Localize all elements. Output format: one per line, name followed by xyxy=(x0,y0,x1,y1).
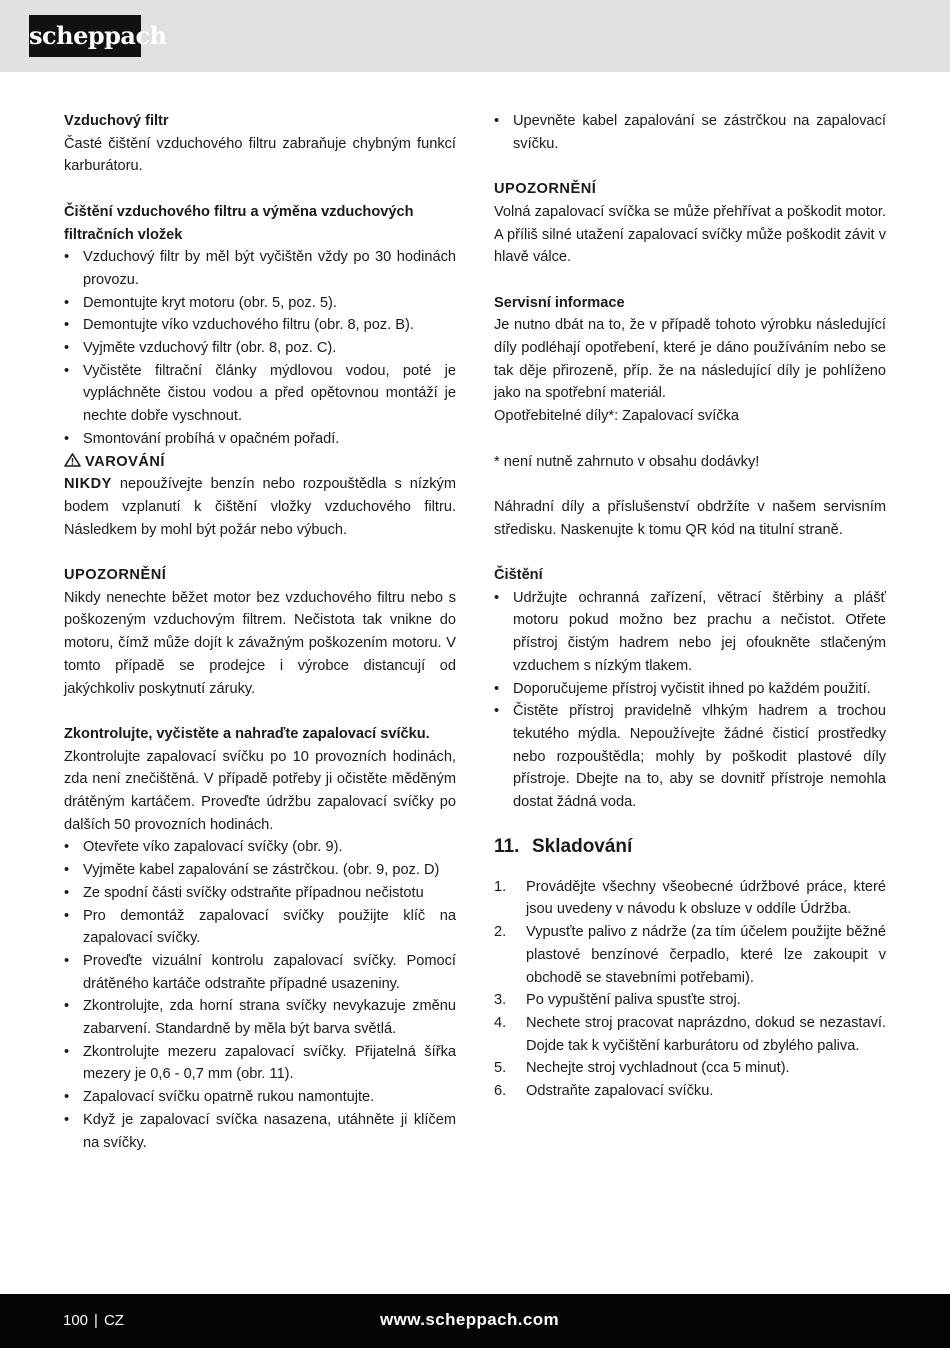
section-title-text: Skladování xyxy=(532,835,633,857)
notice-heading: UPOZORNĚNÍ xyxy=(64,567,167,584)
list-item: 1. Provádějte všechny všeobecné údržbové práce, které jsou uvedeny v návodu k obsluze v oddíle Údržba. xyxy=(494,878,886,918)
air-filter-heading: Vzduchový filtr xyxy=(64,113,169,129)
page-number: 100 | CZ xyxy=(63,1312,124,1329)
wear-parts-text: Opotřebitelné díly*: Zapalovací svíčka xyxy=(494,408,739,425)
service-info-text: Je nutno dbát na to, že v případě tohoto výrobku následující díly podléhají opotřebení, které je dáno používáním nebo se tak děje přirozeně, příp. že na následující díly je pohlíženo jako na spotřební materiál. xyxy=(494,317,886,402)
list-item: • Vyčistěte filtrační články mýdlovou vodou, poté je vypláchněte čistou vodou a před opětovnou montáží je nechte dobře vyschnout. xyxy=(64,360,456,428)
notice-text: Nikdy nenechte běžet motor bez vzduchového filtru nebo s poškozeným vzduchovým filtrem. Nečistota tak vnikne do motoru, čímž může dojít k závažným poškozením motoru. V tomto případě se prodejce i výrobce distancují od jakýchkoliv poskytnutí záruky. xyxy=(64,589,456,697)
list-item: • Když je zapalovací svíčka nasazena, utáhněte ji klíčem na svíčky. xyxy=(64,1109,456,1154)
list-item: 4. Nechete stroj pracovat naprázdno, dokud se nezastaví. Dojde tak k vyčištění karburátoru od zbylého paliva. xyxy=(494,1014,886,1054)
service-info-heading: Servisní informace xyxy=(494,294,625,311)
ignition-cable-list xyxy=(494,110,886,155)
list-item: • Vyjměte kabel zapalování se zástrčkou. (obr. 9, poz. D) xyxy=(64,859,456,882)
filter-cleaning-list xyxy=(64,246,456,450)
list-item: • Upevněte kabel zapalování se zástrčkou na zapalovací svíčku. xyxy=(494,110,886,155)
list-item: • Demontujte víko vzduchového filtru (obr. 8, poz. B). xyxy=(64,314,456,337)
list-item: • Otevřete víko zapalovací svíčky (obr. 9). xyxy=(64,836,456,859)
list-item: • Vyjměte vzduchový filtr (obr. 8, poz. C). xyxy=(64,337,456,360)
list-item: • Čistěte přístroj pravidelně vlhkým hadrem a trochou tekutého mýdla. Nepoužívejte žádné čisticí prostředky nebo rozpouštědla; mohly by poškodit plastové díly přístroje. Dbejte na to, aby se dovnitř přístroje nemohla dostat žádná voda. xyxy=(494,700,886,814)
spare-parts-text: Náhradní díly a příslušenství obdržíte v našem servisním středisku. Naskenujte k tomu QR kód na titulní straně. xyxy=(494,498,886,538)
list-item: • Zkontrolujte, zda horní strana svíčky nevykazuje změnu zabarvení. Standardně by měla být barva světlá. xyxy=(64,995,456,1040)
warning-text xyxy=(64,473,456,541)
list-item: • Zkontrolujte mezeru zapalovací svíčky. Přijatelná šířka mezery je 0,6 - 0,7 mm (obr. 11). xyxy=(64,1041,456,1086)
footnote-text: * není nutně zahrnuto v obsahu dodávky! xyxy=(494,453,760,470)
list-item: 3. Po vypuštění paliva spusťte stroj. xyxy=(494,992,741,1009)
warning-never: NIKDY xyxy=(64,476,112,493)
list-item: • Proveďte vizuální kontrolu zapalovací svíčky. Pomocí drátěného kartáče odstraňte případné usazeniny. xyxy=(64,950,456,995)
list-item: • Udržujte ochranná zařízení, větrací štěrbiny a plášť motoru pokud možno bez prachu a nečistot. Otřete přístroj čistým hadrem nebo jej ofoukněte stlačeným vzduchem s nízkým tlakem. xyxy=(494,587,886,678)
spark-plug-heading: Zkontrolujte, vyčistěte a nahraďte zapalovací svíčku. xyxy=(64,725,430,742)
list-item: 2. Vypusťte palivo z nádrže (za tím účelem použijte běžné plastové benzínové čerpadlo, které lze zakoupit v obchodě se stavebními potřebami). xyxy=(494,924,886,986)
warning-heading xyxy=(64,451,456,474)
warning-body: nepoužívejte benzín nebo rozpouštědla s nízkým bodem vzplanutí k čištění vložky vzduchového filtru. Následkem by mohl být požár nebo výbuch. xyxy=(64,476,456,538)
storage-section-title xyxy=(494,834,886,860)
storage-steps-list xyxy=(494,876,886,1103)
right-column xyxy=(494,110,886,1103)
spark-plug-list xyxy=(64,836,456,1154)
brand-logo: scheppach xyxy=(29,15,141,57)
filter-cleaning-heading: Čištění vzduchového filtru a výměna vzduchových filtračních vložek xyxy=(64,203,414,243)
warning-label: VAROVÁNÍ xyxy=(85,453,165,470)
list-item: • Doporučujeme přístroj vyčistit ihned po každém použití. xyxy=(494,678,886,701)
spark-plug-text: Zkontrolujte zapalovací svíčku po 10 provozních hodinách, zda není znečištěná. V případě potřeby ji očistěte měděným drátěným kartáčem. Proveďte údržbu zapalovací svíčky po dalších 50 provozních hodinách. xyxy=(64,748,456,833)
language-code: CZ xyxy=(103,1312,124,1329)
page-footer xyxy=(0,1294,950,1348)
list-item: • Demontujte kryt motoru (obr. 5, poz. 5). xyxy=(64,292,456,315)
list-item: • Zapalovací svíčku opatrně rukou namontujte. xyxy=(64,1086,456,1109)
notice-text: Volná zapalovací svíčka se může přehřívat a poškodit motor. A příliš silné utažení zapalovací svíčky může poškodit závit v hlavě válce. xyxy=(494,203,886,266)
cleaning-list xyxy=(494,587,886,814)
notice-heading: UPOZORNĚNÍ xyxy=(494,181,597,198)
air-filter-text: Časté čištění vzduchového filtru zabraňuje chybným funkcí karburátoru. xyxy=(64,135,456,175)
list-item: • Pro demontáž zapalovací svíčky použijte klíč na zapalovací svíčky. xyxy=(64,905,456,950)
list-item: • Ze spodní části svíčky odstraňte případnou nečistotu xyxy=(64,882,456,905)
cleaning-heading: Čištění xyxy=(494,566,543,583)
list-item: 5. Nechejte stroj vychladnout (cca 5 minut). xyxy=(494,1060,790,1077)
warning-triangle-icon xyxy=(64,453,81,467)
page-header xyxy=(0,0,950,72)
list-item: 6. Odstraňte zapalovací svíčku. xyxy=(494,1083,714,1100)
list-item: • Smontování probíhá v opačném pořadí. xyxy=(64,428,456,451)
left-column xyxy=(64,110,456,1154)
website-link[interactable]: www.scheppach.com xyxy=(380,1310,560,1329)
section-number: 11. xyxy=(494,835,520,857)
list-item: • Vzduchový filtr by měl být vyčištěn vždy po 30 hodinách provozu. xyxy=(64,246,456,291)
